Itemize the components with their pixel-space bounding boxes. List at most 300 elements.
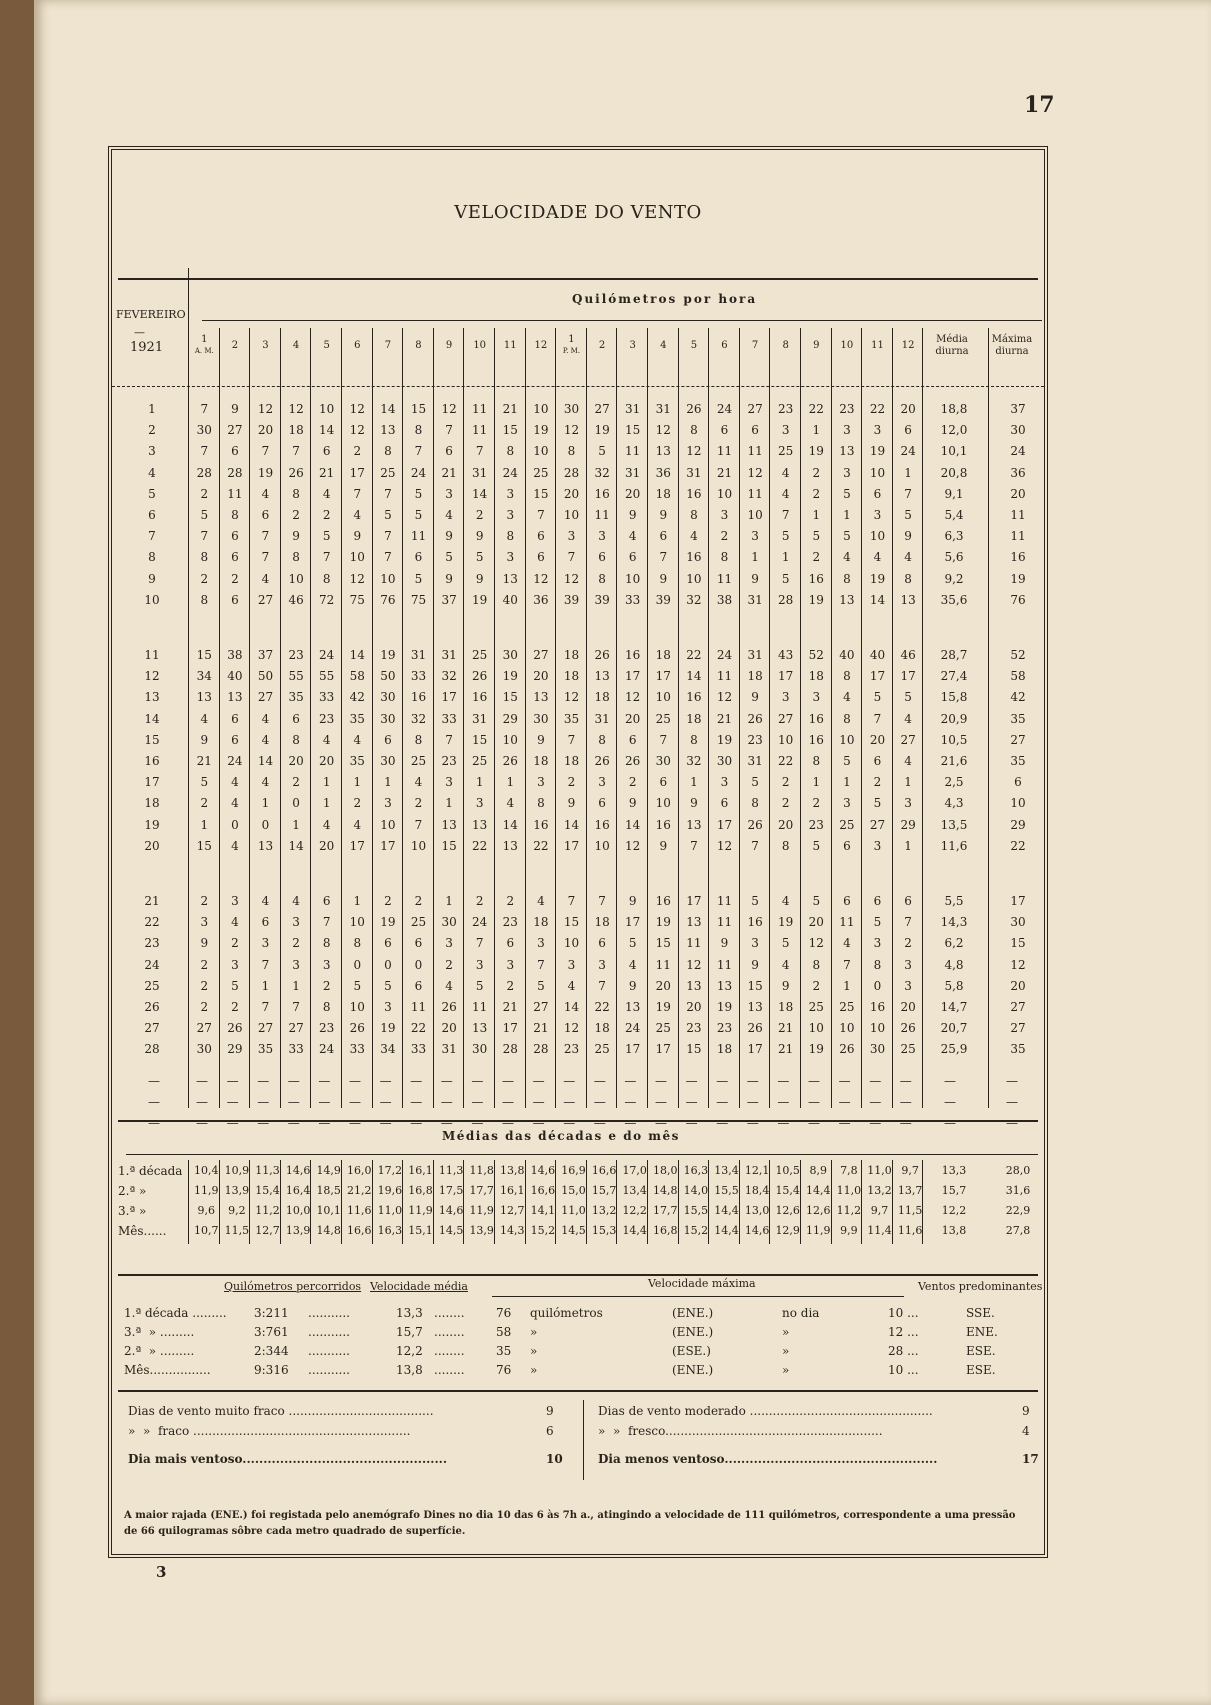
empty-row-dash: — [287, 1116, 300, 1130]
table-cell: 19 [594, 423, 610, 438]
table-cell: 2 [414, 796, 423, 811]
day-label: 14 [144, 711, 160, 726]
table-cell: 20 [686, 1000, 702, 1014]
average-cell: 13,0 [744, 1204, 770, 1217]
table-cell: 11 [716, 915, 733, 930]
media-cell: 20,8 [940, 465, 968, 480]
table-cell: 6 [506, 936, 515, 951]
average-cell: 11,2 [255, 1204, 280, 1217]
km-header: Quilómetros percorridos [224, 1280, 362, 1293]
table-cell: 16 [747, 915, 763, 930]
day-label: 15 [144, 732, 160, 747]
table-cell: 4 [843, 550, 851, 565]
average-cell: 7,8 [840, 1164, 858, 1177]
table-cell: 26 [472, 669, 488, 684]
average-cell: 14,8 [316, 1224, 341, 1237]
table-cell: 30 [196, 423, 212, 438]
table-cell: 27 [533, 648, 549, 662]
table-cell: 26 [502, 754, 518, 768]
table-cell: 17 [655, 669, 671, 684]
table-cell: 2 [231, 571, 239, 586]
summary-km: 9:316 [254, 1363, 289, 1377]
table-cell: 7 [445, 732, 453, 747]
table-cell: 38 [716, 592, 733, 607]
table-cell: 13 [441, 817, 457, 832]
empty-row-dash: — [502, 1094, 514, 1109]
column-rule [988, 328, 989, 1108]
table-cell: 3 [873, 508, 882, 522]
table-cell: 11 [655, 957, 671, 972]
average-cell: 18,4 [744, 1184, 770, 1197]
table-cell: 19 [869, 444, 886, 459]
summary-unit: quilómetros [530, 1306, 603, 1320]
table-cell: 16 [625, 648, 641, 662]
table-cell: 26 [686, 402, 702, 416]
dias-left-value: 9 [546, 1404, 554, 1418]
table-cell: 5 [537, 978, 545, 993]
table-cell: 2 [353, 444, 362, 459]
column-rule [555, 328, 556, 1108]
table-cell: 8 [231, 508, 239, 522]
average-cell: 11,9 [408, 1204, 433, 1217]
summary-media: 12,2 [396, 1344, 423, 1358]
empty-row-dash: — [624, 1073, 637, 1088]
table-cell: 13 [716, 978, 733, 993]
table-cell: 2 [200, 486, 209, 501]
table-cell: 4 [261, 732, 270, 747]
table-cell: 2 [567, 775, 576, 790]
average-cell: 17,5 [438, 1184, 464, 1197]
column-rule [372, 328, 373, 1108]
empty-row-dash: — [440, 1073, 453, 1088]
average-cell: 14,4 [622, 1224, 647, 1237]
table-cell: 4 [843, 690, 851, 705]
table-cell: 6 [231, 711, 239, 726]
table-cell: 18 [533, 754, 549, 768]
empty-row-dash: — [379, 1094, 392, 1109]
column-rule [769, 1160, 770, 1244]
column-rule [922, 1160, 923, 1244]
table-cell: 8 [322, 936, 331, 951]
table-cell: 6 [720, 423, 729, 438]
table-cell: 12 [288, 402, 304, 416]
table-cell: 34 [380, 1042, 396, 1057]
table-cell: 3 [475, 796, 484, 811]
table-cell: 29 [227, 1042, 243, 1057]
table-cell: 7 [659, 732, 668, 747]
media-cell: 5,6 [944, 550, 964, 565]
empty-row-dash: — [944, 1094, 956, 1109]
table-cell: 38 [227, 648, 243, 662]
table-cell: 6 [537, 529, 545, 544]
table-cell: 17 [441, 690, 457, 705]
table-cell: 2 [200, 1000, 209, 1014]
media-cell: 10,1 [940, 444, 968, 459]
table-cell: 25 [410, 754, 427, 768]
empty-row-dash: — [532, 1094, 545, 1109]
average-cell: 12,9 [775, 1224, 800, 1237]
table-cell: 33 [319, 690, 335, 705]
empty-row-dash: — [593, 1073, 606, 1088]
page [34, 0, 1211, 1705]
table-cell: 18 [533, 915, 549, 930]
table-cell: 7 [200, 402, 209, 416]
day-label: 21 [144, 894, 160, 908]
hour-header: 7 [384, 340, 392, 351]
table-cell: 5 [414, 571, 423, 586]
table-cell: 25 [778, 444, 794, 459]
day-label: 2 [148, 423, 156, 438]
table-cell: 27 [533, 1000, 549, 1014]
summary-unit: » [530, 1344, 538, 1358]
table-cell: 23 [319, 711, 335, 726]
table-cell: 15 [196, 838, 212, 853]
table-cell: 30 [533, 711, 549, 726]
table-cell: 6 [231, 550, 239, 565]
table-cell: 3 [751, 936, 759, 951]
average-cell: 13,8 [500, 1164, 525, 1177]
column-rule [586, 328, 587, 1108]
table-cell: 31 [686, 465, 702, 480]
max-cell: 52 [1010, 648, 1026, 662]
table-cell: 14 [869, 592, 886, 607]
table-cell: 2 [628, 775, 637, 790]
max-cell: 10 [1010, 796, 1026, 811]
empty-row-dash: — [287, 1073, 300, 1088]
table-cell: 19 [808, 592, 824, 607]
max-cell: 36 [1010, 465, 1026, 480]
table-cell: 55 [288, 669, 304, 684]
table-cell: 5 [781, 936, 790, 951]
table-cell: 17 [563, 838, 580, 853]
empty-row-dash: — [655, 1116, 667, 1130]
table-cell: 10 [686, 571, 702, 586]
table-cell: 2 [414, 894, 423, 908]
table-cell: 25 [472, 648, 488, 662]
table-cell: 15 [502, 690, 518, 705]
table-cell: 3 [200, 915, 209, 930]
table-cell: 20 [900, 1000, 916, 1014]
table-cell: 3 [843, 465, 851, 480]
empty-row-dash: — [716, 1116, 729, 1130]
table-cell: 3 [904, 796, 912, 811]
max-cell: 27 [1010, 1000, 1026, 1014]
table-cell: 20 [257, 423, 274, 438]
table-cell: 11 [410, 529, 427, 544]
table-cell: 5 [873, 690, 882, 705]
table-cell: 16 [808, 711, 824, 726]
table-cell: 17 [349, 465, 365, 480]
table-cell: 8 [843, 571, 851, 586]
table-cell: 7 [261, 550, 270, 565]
table-cell: 3 [231, 894, 239, 908]
table-cell: 3 [904, 978, 912, 993]
table-cell: 26 [747, 711, 763, 726]
empty-row-dash: — [379, 1073, 392, 1088]
average-max-cell: 22,9 [1005, 1204, 1031, 1217]
table-cell: 1 [445, 796, 453, 811]
column-rule [433, 328, 434, 1108]
average-row-label: 2.ª » [118, 1184, 147, 1198]
table-cell: 13 [839, 592, 855, 607]
table-cell: 9 [690, 796, 698, 811]
table-cell: 1 [475, 775, 484, 790]
media-cell: 18,8 [940, 402, 968, 416]
table-cell: 13 [747, 1000, 763, 1014]
column-rule [769, 328, 770, 1108]
table-cell: 11 [472, 423, 488, 438]
summary-dir: (ESE.) [672, 1344, 711, 1358]
table-cell: 3 [506, 957, 515, 972]
average-cell: 15,0 [561, 1184, 586, 1197]
max-cell: 15 [1010, 936, 1026, 951]
summary-label: Mês................ [124, 1363, 211, 1377]
table-cell: 7 [414, 444, 423, 459]
table-cell: 32 [441, 669, 457, 684]
table-cell: 14 [625, 817, 641, 832]
table-cell: 1 [904, 465, 912, 480]
table-cell: 7 [751, 838, 759, 853]
table-cell: 25 [900, 1042, 916, 1057]
table-cell: 3 [567, 529, 576, 544]
table-cell: 10 [563, 508, 580, 522]
table-cell: 16 [410, 690, 427, 705]
table-cell: 2 [200, 978, 209, 993]
max-cell: 19 [1010, 571, 1026, 586]
table-cell: 8 [414, 423, 423, 438]
average-media-cell: 13,3 [941, 1164, 967, 1177]
table-cell: 4 [873, 550, 882, 565]
empty-row-dash: — [532, 1073, 545, 1088]
table-cell: 14 [502, 817, 518, 832]
table-cell: 8 [322, 571, 331, 586]
table-cell: 20 [319, 754, 335, 768]
column-rule [678, 1160, 679, 1244]
table-cell: 0 [231, 817, 239, 832]
table-cell: 1 [781, 550, 790, 565]
table-cell: 3 [445, 775, 453, 790]
average-row-label: Mês...... [118, 1224, 167, 1238]
table-cell: 24 [716, 402, 733, 416]
table-cell: 8 [292, 550, 300, 565]
table-cell: 5 [751, 775, 759, 790]
average-cell: 11,0 [867, 1164, 892, 1177]
table-cell: 31 [625, 402, 641, 416]
table-cell: 13 [257, 838, 274, 853]
empty-row-dash: — [869, 1094, 882, 1109]
table-cell: 9 [628, 894, 637, 908]
column-rule [739, 1160, 740, 1244]
average-cell: 14,6 [744, 1224, 770, 1237]
average-cell: 11,6 [897, 1224, 923, 1237]
hour-header: 8 [782, 340, 789, 351]
table-cell: 26 [839, 1042, 855, 1057]
day-label: 5 [148, 486, 156, 501]
table-cell: 27 [900, 732, 916, 747]
table-cell: 23 [686, 1021, 702, 1036]
table-cell: 2 [506, 894, 515, 908]
column-rule [341, 328, 342, 1108]
table-cell: 3 [598, 529, 606, 544]
average-cell: 13,4 [714, 1164, 739, 1177]
table-cell: 4 [231, 775, 239, 790]
empty-row-dash: — [944, 1073, 956, 1088]
table-cell: 6 [873, 486, 882, 501]
table-cell: 25 [594, 1042, 610, 1057]
table-cell: 26 [747, 817, 763, 832]
empty-row-dash: — [257, 1094, 270, 1109]
unit-subheader: Quilómetros por hora [572, 292, 758, 306]
empty-row-dash: — [746, 1094, 759, 1109]
day-label: 8 [148, 550, 156, 565]
table-cell: 14 [257, 754, 274, 768]
average-cell: 11,9 [806, 1224, 831, 1237]
summary-media: 13,3 [396, 1306, 423, 1320]
table-cell: 75 [349, 592, 365, 607]
media-cell: 20,9 [940, 711, 968, 726]
table-cell: 23 [319, 1021, 335, 1036]
table-cell: 4 [537, 894, 545, 908]
average-max-cell: 31,6 [1005, 1184, 1031, 1197]
table-cell: 50 [257, 669, 274, 684]
table-cell: 4 [904, 754, 912, 768]
table-cell: 5 [812, 894, 821, 908]
table-cell: 12 [686, 444, 702, 459]
column-rule [739, 328, 740, 1108]
sheet-number: 3 [156, 1563, 167, 1581]
table-cell: 6 [231, 529, 239, 544]
average-cell: 12,7 [255, 1224, 280, 1237]
table-cell: 16 [686, 690, 702, 705]
average-cell: 9,6 [197, 1204, 216, 1217]
day-label: 24 [144, 957, 160, 972]
column-rule [708, 328, 709, 1108]
table-cell: 7 [384, 486, 392, 501]
table-cell: 13 [533, 690, 549, 705]
table-cell: 19 [380, 1021, 396, 1036]
table-cell: 22 [869, 402, 886, 416]
table-cell: 9 [904, 529, 912, 544]
table-cell: 18 [655, 648, 671, 662]
table-cell: 30 [716, 754, 733, 768]
average-cell: 16,3 [377, 1224, 403, 1237]
table-cell: 35 [349, 754, 365, 768]
table-cell: 24 [319, 648, 335, 662]
hour-header: 11 [871, 340, 884, 351]
max-cell: 35 [1010, 711, 1026, 726]
empty-row-dash: — [318, 1094, 331, 1109]
media-cell: 13,5 [940, 817, 968, 832]
table-cell: 5 [873, 915, 882, 930]
average-cell: 12,2 [622, 1204, 647, 1217]
empty-row-dash: — [349, 1094, 361, 1109]
table-cell: 6 [659, 775, 668, 790]
table-cell: 3 [322, 957, 331, 972]
average-cell: 13,4 [622, 1184, 647, 1197]
average-cell: 19,6 [377, 1184, 403, 1197]
table-cell: 12 [563, 423, 580, 438]
day-label: 16 [144, 754, 160, 768]
empty-row-dash: — [869, 1116, 882, 1130]
table-cell: 15 [533, 486, 549, 501]
table-cell: 12 [533, 571, 549, 586]
table-cell: 16 [594, 817, 610, 832]
empty-row-dash: — [624, 1094, 637, 1109]
summary-media: 15,7 [396, 1325, 423, 1339]
hour-header: 2 [598, 340, 606, 351]
table-cell: 22 [686, 648, 702, 662]
day-label: 20 [144, 838, 160, 853]
column-rule [800, 1160, 801, 1244]
table-cell: 18 [778, 1000, 794, 1014]
column-rule [647, 328, 648, 1108]
table-cell: 30 [472, 1042, 488, 1057]
table-cell: 18 [655, 486, 671, 501]
dias-left-label: Dia mais ventoso................................................. [128, 1452, 448, 1466]
table-cell: 10 [319, 402, 335, 416]
table-cell: 16 [472, 690, 488, 705]
average-cell: 12,6 [806, 1204, 831, 1217]
table-cell: 5 [414, 486, 423, 501]
column-rule [188, 328, 189, 1108]
empty-row-dash: — [655, 1094, 667, 1109]
table-cell: 7 [384, 529, 392, 544]
table-cell: 12 [349, 423, 365, 438]
empty-row-dash: — [685, 1073, 698, 1088]
hour-header: 4 [660, 340, 667, 351]
table-cell: 15 [472, 732, 488, 747]
empty-row-dash: — [746, 1073, 759, 1088]
column-rule [708, 1160, 709, 1244]
empty-row-dash: — [716, 1073, 729, 1088]
table-cell: 25 [655, 1021, 671, 1036]
summary-label: 3.ª » ......... [124, 1325, 195, 1339]
table-cell: 8 [873, 957, 882, 972]
max-cell: 24 [1010, 444, 1026, 459]
table-cell: 27 [747, 402, 763, 416]
table-cell: 26 [288, 465, 304, 480]
empty-row-dash: — [808, 1116, 820, 1130]
table-cell: 10 [288, 571, 304, 586]
table-cell: 10 [839, 1021, 855, 1036]
summary-dir: (ENE.) [672, 1306, 714, 1320]
empty-row-dash: — [746, 1116, 759, 1130]
table-cell: 3 [292, 957, 300, 972]
average-cell: 16,4 [285, 1184, 311, 1197]
empty-row-dash: — [838, 1094, 851, 1109]
table-cell: 4 [690, 529, 698, 544]
average-cell: 14,5 [561, 1224, 586, 1237]
average-cell: 15,5 [714, 1184, 739, 1197]
table-cell: 8 [322, 1000, 331, 1014]
table-cell: 4 [506, 796, 515, 811]
table-cell: 28 [778, 592, 794, 607]
summary-dots: ........... [308, 1325, 350, 1339]
table-cell: 18 [563, 648, 580, 662]
table-cell: 6 [751, 423, 759, 438]
table-cell: 18 [594, 1021, 610, 1036]
average-cell: 14,6 [530, 1164, 556, 1177]
table-cell: 20 [319, 838, 335, 853]
column-rule [892, 1160, 893, 1244]
table-cell: 17 [869, 669, 886, 684]
dias-right-label: Dia menos ventoso................................................... [598, 1452, 938, 1466]
table-cell: 7 [873, 711, 882, 726]
table-cell: 10 [655, 796, 671, 811]
rule [118, 278, 1038, 280]
table-cell: 20 [808, 915, 824, 930]
table-cell: 25 [410, 915, 427, 930]
